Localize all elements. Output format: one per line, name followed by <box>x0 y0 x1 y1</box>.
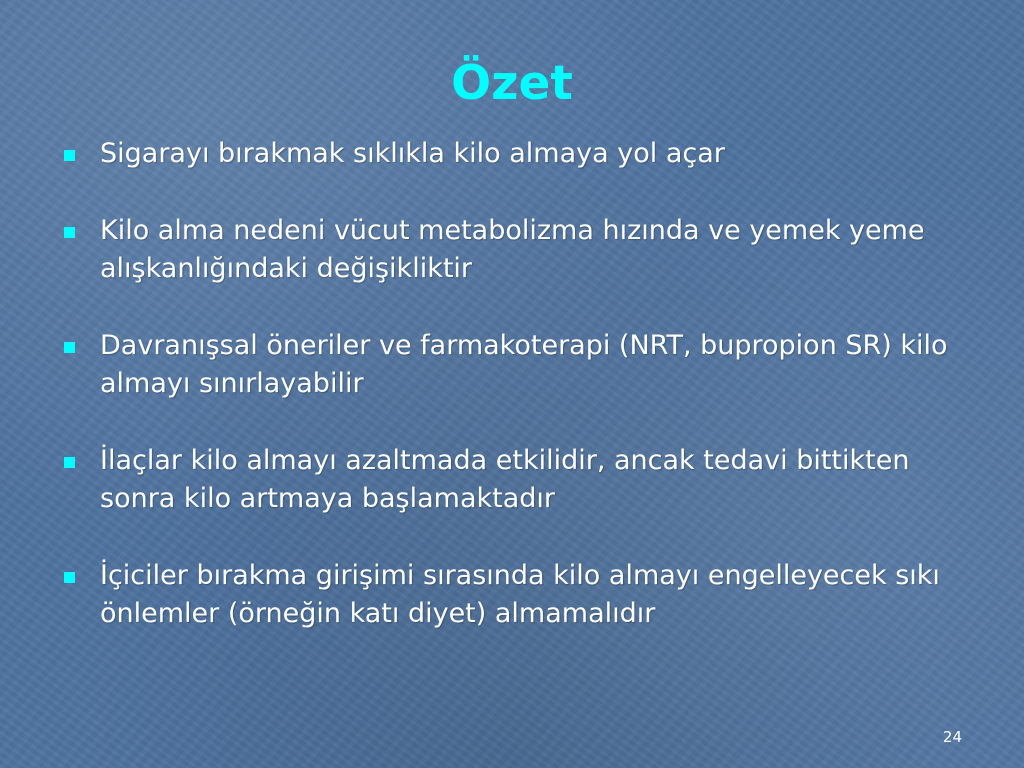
square-bullet-icon <box>64 457 75 468</box>
square-bullet-icon <box>64 150 75 161</box>
bullet-text: Kilo alma nedeni vücut metabolizma hızında ve yemek yeme alışkanlığındaki değişikliktir <box>100 215 925 284</box>
bullet-text: İçiciler bırakma girişimi sırasında kilo almayı engelleyecek sıkı önlemler (örneğin katı diyet) almamalıdır <box>100 560 940 629</box>
bullet-text: İlaçlar kilo almayı azaltmada etkilidir, ancak tedavi bittikten sonra kilo artmaya başlamaktadır <box>100 445 910 514</box>
page-number: 24 <box>942 728 962 746</box>
bullet-item <box>62 135 982 173</box>
bullet-text: Davranışsal öneriler ve farmakoterapi (NRT, bupropion SR) kilo almayı sınırlayabilir <box>100 330 948 399</box>
square-bullet-icon <box>64 342 75 353</box>
square-bullet-icon <box>64 227 75 238</box>
bullet-item <box>62 442 982 518</box>
slide-title: Özet <box>451 56 573 111</box>
bullet-text: Sigarayı bırakmak sıklıkla kilo almaya yol açar <box>100 138 725 169</box>
bullet-item <box>62 327 982 403</box>
bullet-list <box>62 135 982 672</box>
bullet-item <box>62 212 982 288</box>
square-bullet-icon <box>64 572 75 583</box>
bullet-item <box>62 557 982 633</box>
